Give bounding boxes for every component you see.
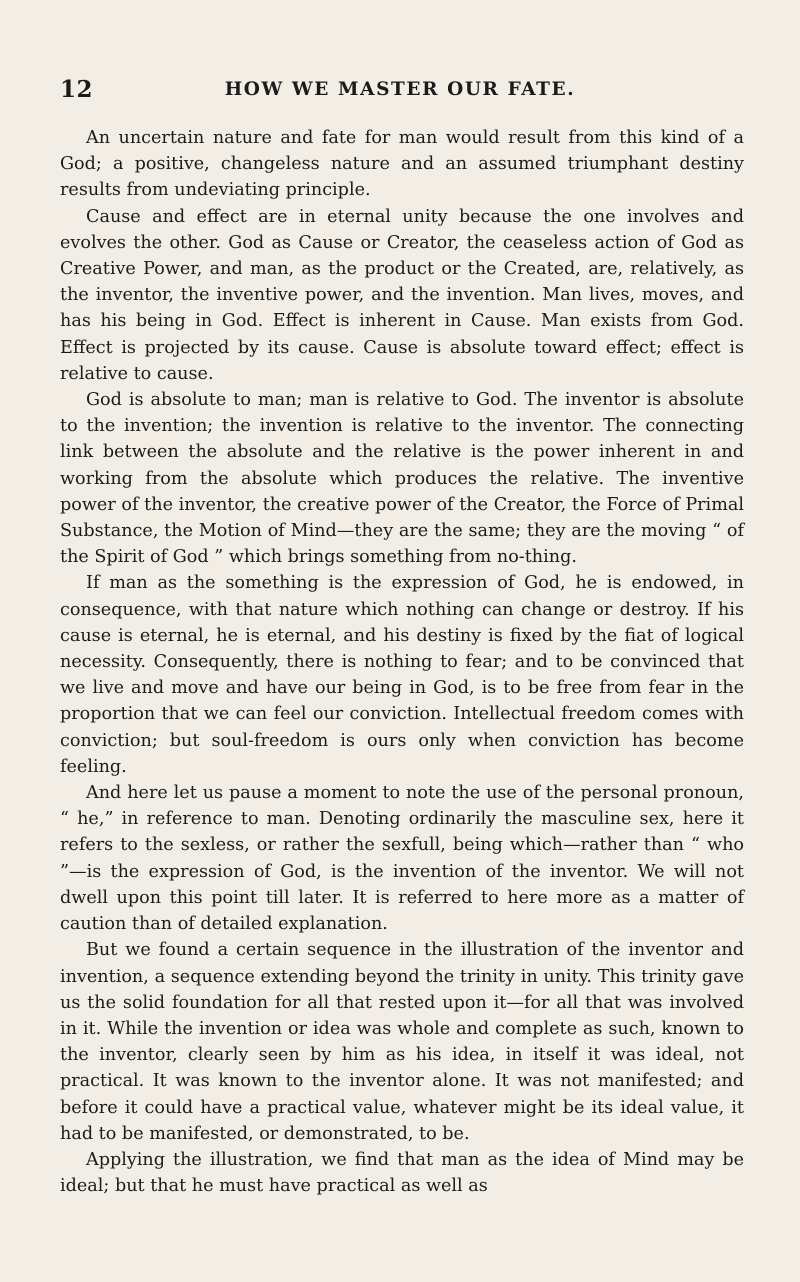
paragraph: God is absolute to man; man is relative to God. The inventor is absolute to the invention; the invention is relative to the inventor. The connecting link between the absolute and the relative is the power inherent in and working from the absolute which produces the relative. The inventive power of the inventor, the creative power of the Creator, the Force of Primal Substance, the Motion of Mind—they are the same; they are the moving “ of the Spirit of God ” which brings something from no-thing. — [60, 390, 744, 568]
paragraph: An uncertain nature and fate for man would result from this kind of a God; a positive, changeless nature and an assumed triumphant destiny results from undeviating principle. — [60, 128, 744, 201]
body-text — [60, 125, 744, 1199]
page-number: 12 — [60, 76, 94, 103]
paragraph: Applying the illustration, we find that man as the idea of Mind may be ideal; but that he must have practical as well as — [60, 1149, 744, 1197]
running-title: HOW WE MASTER OUR FATE. — [224, 79, 576, 100]
paragraph: But we found a certain sequence in the illustration of the inventor and invention, a sequence extending beyond the trinity in unity. This trinity gave us the solid foundation for all that rested upon it—for all that was involved in it. While the invention or idea was whole and complete as such, known to the inventor, clearly seen by him as his idea, in itself it was ideal, not practical. It was known to the inventor alone. It was not manifested; and before it could have a practical value, whatever might be its ideal value, it had to be manifested, or demonstrated, to be. — [60, 940, 744, 1144]
paragraph: Cause and effect are in eternal unity because the one involves and evolves the other. God as Cause or Creator, the ceaseless action of God as Creative Power, and man, as the product or the Created, are, relatively, as the inventor, the inventive power, and the invention. Man lives, moves, and has his being in God. Effect is inherent in Cause. Man exists from God. Effect is projected by its cause. Cause is absolute toward effect; effect is relative to cause. — [60, 206, 744, 384]
running-head — [60, 76, 740, 108]
paragraph: And here let us pause a moment to note the use of the personal pronoun, “ he,” in reference to man. Denoting ordinarily the masculine sex, here it refers to the sexless, or rather the sexfull, being which—rather than “ who ”—is the expression of God, is the invention of the inventor. We will not dwell upon this point till later. It is referred to here more as a matter of caution than of detailed explanation. — [60, 783, 744, 935]
paragraph: If man as the something is the expression of God, he is endowed, in consequence, with that nature which nothing can change or destroy. If his cause is eternal, he is eternal, and his destiny is fixed by the fiat of logical necessity. Consequently, there is nothing to fear; and to be convinced that we live and move and have our being in God, is to be free from fear in the proportion that we can feel our conviction. Intellectual freedom comes with conviction; but soul-freedom is ours only when conviction has become feeling. — [60, 573, 744, 777]
